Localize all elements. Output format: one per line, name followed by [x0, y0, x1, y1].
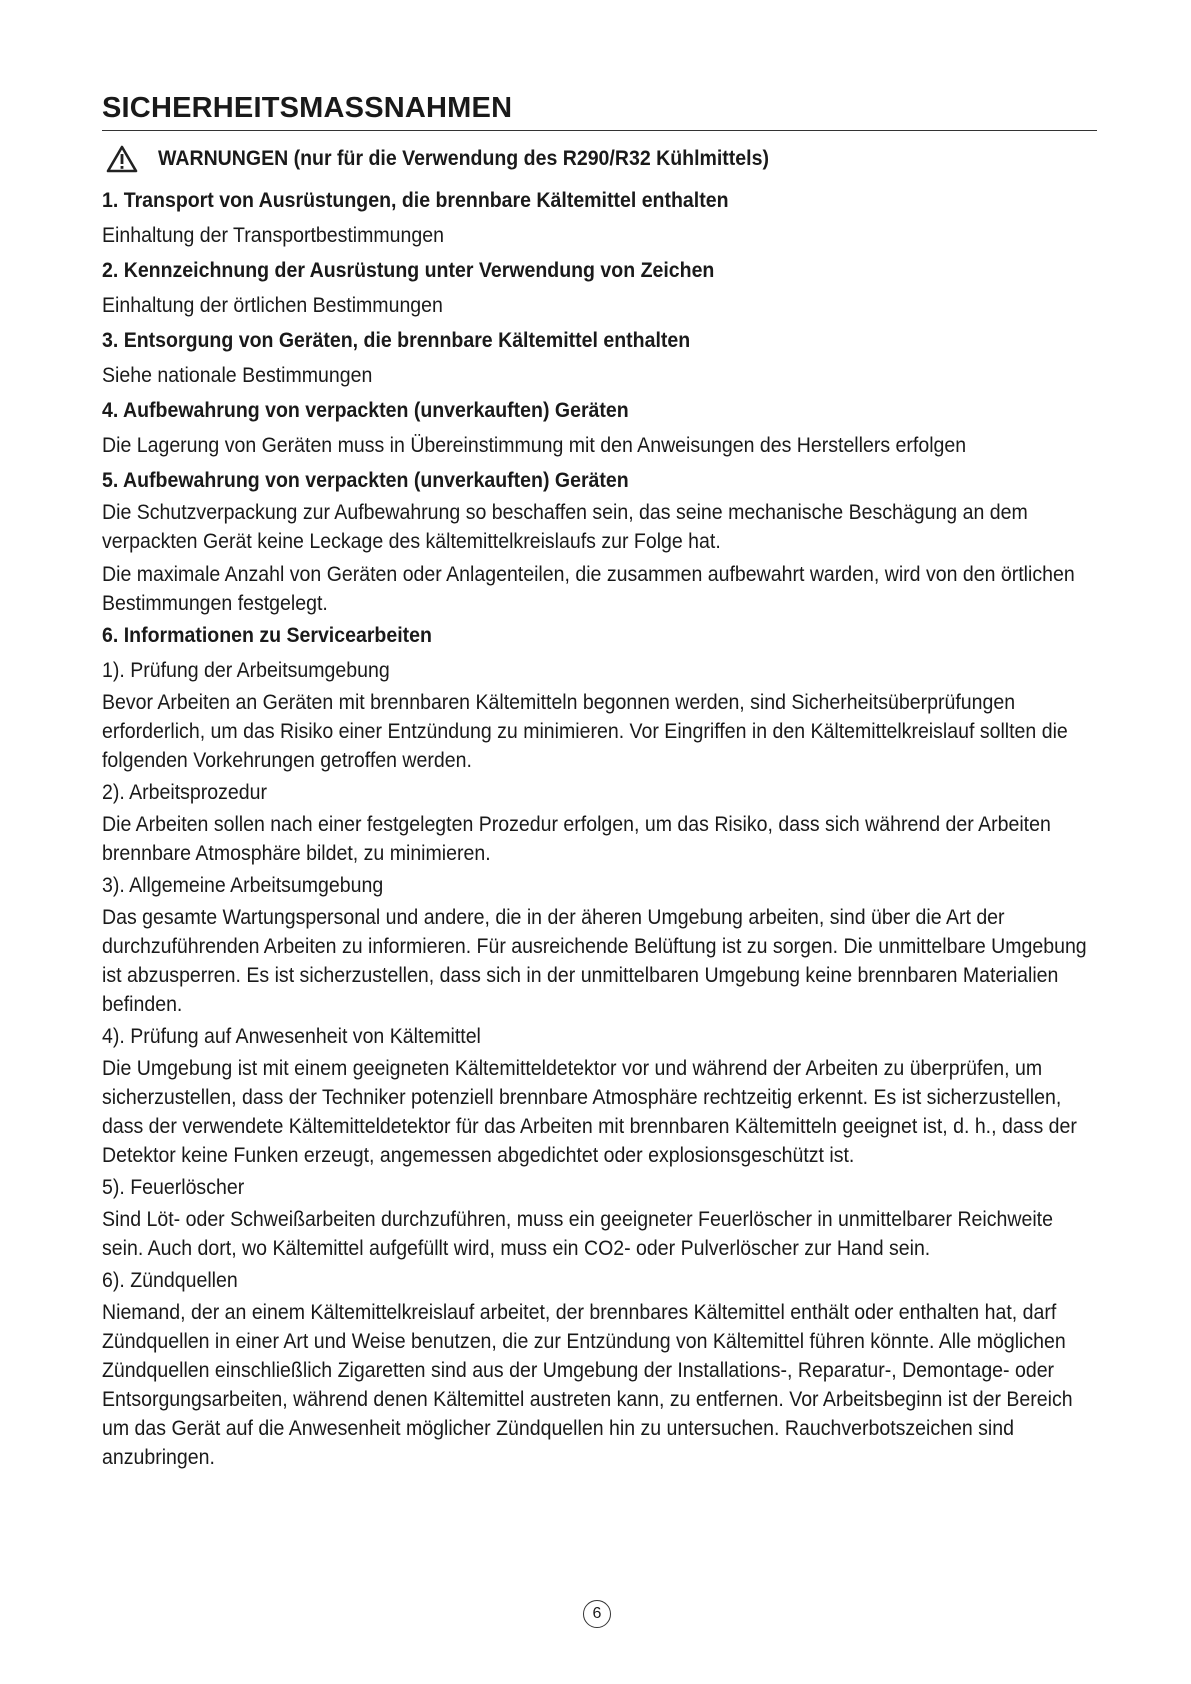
- subsection-3-heading: 3). Allgemeine Arbeitsumgebung: [102, 874, 384, 897]
- subsection-5-text: Sind Löt- oder Schweißarbeiten durchzuführen, muss ein geeigneter Feuerlöscher in unmittelbarer Reichweite sein. Auch dort, wo Kältemittel aufgefüllt wird, muss ein CO2- oder Pulverlöscher zur Hand sein.: [102, 1208, 1053, 1260]
- subsection-4-text: Die Umgebung ist mit einem geeigneten Kältemitteldetektor vor und während der Arbeiten zu überprüfen, um sicherzustellen, dass der Techniker potenziell brennbare Atmosphäre rechtzeitig erkennt. Es ist sicherzustellen, dass der verwendete Kältemitteldetektor für das Arbeiten mit brennbaren Kältemitteln geeignet ist, d. h., dass der Detektor keine Funken erzeugt, angemessen abgedichtet oder explosionsgeschützt ist.: [102, 1057, 1077, 1167]
- section-1-text: Einhaltung der Transportbestimmungen: [102, 224, 444, 247]
- section-1-heading: 1. Transport von Ausrüstungen, die brennbare Kältemittel enthalten: [102, 189, 729, 212]
- section-2-heading: 2. Kennzeichnung der Ausrüstung unter Verwendung von Zeichen: [102, 259, 715, 282]
- subsection-4-heading: 4). Prüfung auf Anwesenheit von Kältemittel: [102, 1025, 481, 1048]
- section-3-heading: 3. Entsorgung von Geräten, die brennbare Kältemittel enthalten: [102, 329, 691, 352]
- subsection-5-heading: 5). Feuerlöscher: [102, 1176, 245, 1199]
- section-5-text-1: Die Schutzverpackung zur Aufbewahrung so beschaffen sein, das seine mechanische Beschägung an dem verpackten Gerät keine Leckage des kältemittelkreislaufs zur Folge hat.: [102, 501, 1028, 553]
- document-page: [102, 92, 1097, 1472]
- warning-heading: WARNUNGEN (nur für die Verwendung des R290/R32 Kühlmittels): [158, 147, 769, 170]
- section-4-heading: 4. Aufbewahrung von verpackten (unverkauften) Geräten: [102, 399, 629, 422]
- page-number: 6: [583, 1600, 611, 1628]
- section-5-heading: 5. Aufbewahrung von verpackten (unverkauften) Geräten: [102, 469, 629, 492]
- subsection-6-text: Niemand, der an einem Kältemittelkreislauf arbeitet, der brennbares Kältemittel enthält oder enthalten hat, darf Zündquellen in einer Art und Weise benutzen, die zur Entzündung von Kältemittel führen könnte. Alle möglichen Zündquellen einschließlich Zigaretten sind aus der Umgebung der Installations-, Reparatur-, Demontage- oder Entsorgungsarbeiten, während denen Kältemittel austreten kann, zu entfernen. Vor Arbeitsbeginn ist der Bereich um das Gerät auf die Anwesenheit möglicher Zündquellen hin zu untersuchen. Rauchverbotszeichen sind anzubringen.: [102, 1301, 1073, 1469]
- subsection-1-text: Bevor Arbeiten an Geräten mit brennbaren Kältemitteln begonnen werden, sind Sicherheitsüberprüfungen erforderlich, um das Risiko einer Entzündung zu minimieren. Vor Eingriffen in den Kältemittelkreislauf sollten die folgenden Vorkehrungen getroffen werden.: [102, 691, 1068, 772]
- subsection-2-text: Die Arbeiten sollen nach einer festgelegten Prozedur erfolgen, um das Risiko, dass sich während der Arbeiten brennbare Atmosphäre bildet, zu minimieren.: [102, 813, 1051, 865]
- subsection-2-heading: 2). Arbeitsprozedur: [102, 781, 268, 804]
- page-title: SICHERHEITSMASSNAHMEN: [102, 92, 1097, 131]
- section-5-text-2: Die maximale Anzahl von Geräten oder Anlagenteilen, die zusammen aufbewahrt warden, wird von den örtlichen Bestimmungen festgelegt.: [102, 563, 1075, 615]
- subsection-6-heading: 6). Zündquellen: [102, 1269, 238, 1292]
- section-2-text: Einhaltung der örtlichen Bestimmungen: [102, 294, 443, 317]
- section-3-text: Siehe nationale Bestimmungen: [102, 364, 373, 387]
- warning-line: [106, 145, 1097, 173]
- section-4-text: Die Lagerung von Geräten muss in Übereinstimmung mit den Anweisungen des Herstellers erfolgen: [102, 434, 967, 457]
- section-6-heading: 6. Informationen zu Servicearbeiten: [102, 624, 432, 647]
- warning-triangle-icon: [106, 145, 138, 173]
- subsection-3-text: Das gesamte Wartungspersonal und andere, die in der äheren Umgebung arbeiten, sind über die Art der durchzuführenden Arbeiten zu informieren. Für ausreichende Belüftung ist zu sorgen. Die unmittelbare Umgebung ist abzusperren. Es ist sicherzustellen, dass sich in der unmittelbaren Umgebung keine brennbaren Materialien befinden.: [102, 906, 1087, 1016]
- subsection-1-heading: 1). Prüfung der Arbeitsumgebung: [102, 659, 390, 682]
